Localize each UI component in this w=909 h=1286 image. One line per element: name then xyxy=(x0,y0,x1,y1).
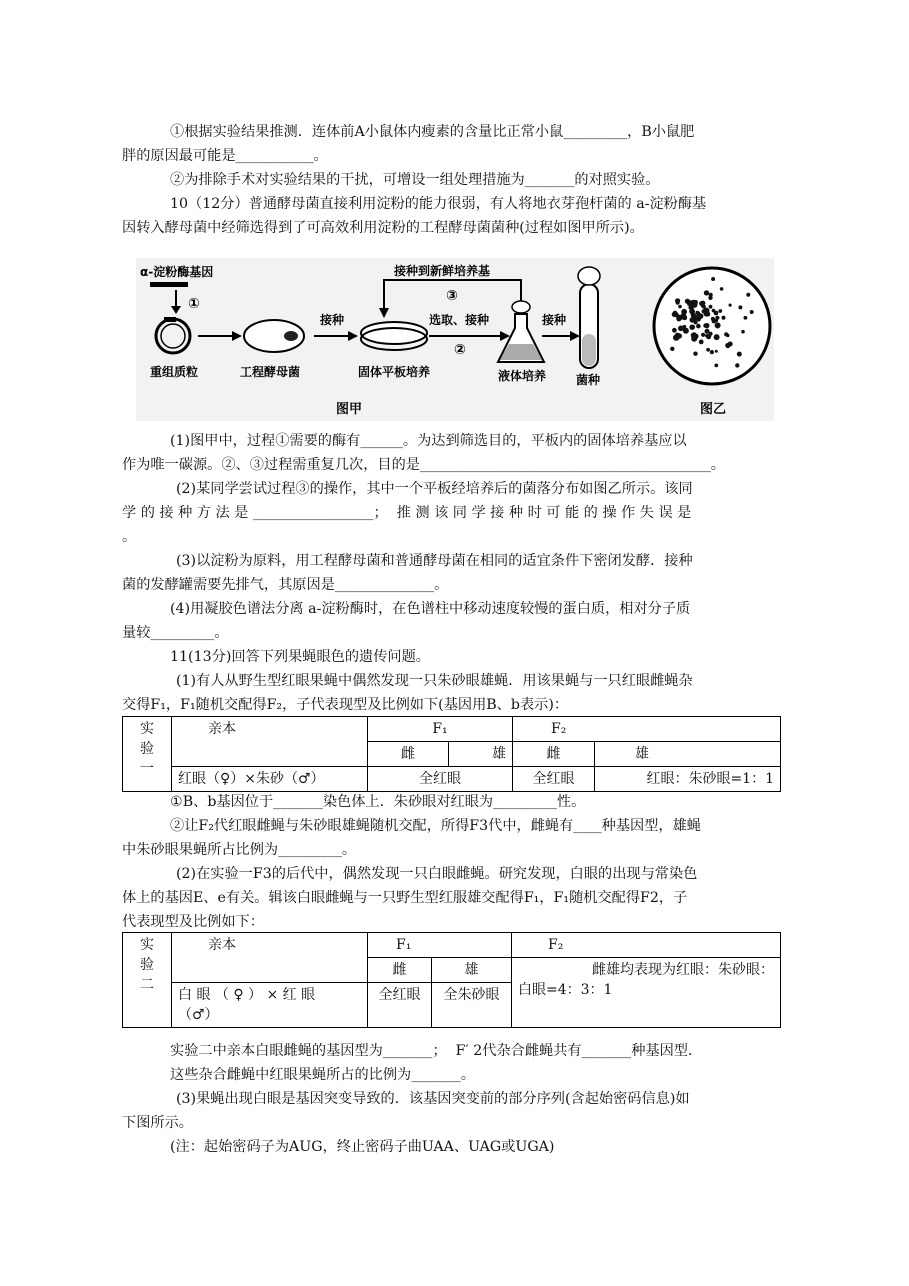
text-line: (1)有人从野生型红眼果蝇中偶然发现一只朱砂眼雄蝇．用该果蝇与一只红眼雌蝇杂 xyxy=(176,673,693,689)
f2-desc-line: 白眼=4：3：1 xyxy=(518,982,613,998)
experiment-figure xyxy=(136,258,774,421)
colony-dot xyxy=(676,301,680,305)
colony-dot xyxy=(718,309,722,313)
colony-dot xyxy=(714,319,718,323)
f1-male-cell: 全朱砂眼 xyxy=(432,983,512,1028)
text-line: 下图所示。 xyxy=(122,1115,193,1131)
colony-dot xyxy=(746,293,750,297)
colony-dot xyxy=(722,316,726,320)
colony-dot xyxy=(744,316,748,320)
colony-dot xyxy=(691,313,696,318)
inoculate-label: 接种 xyxy=(320,313,345,327)
experiment-1-table xyxy=(122,716,781,792)
gene-label: α-淀粉酶基因 xyxy=(140,265,214,279)
colony-dot xyxy=(729,304,732,307)
f1-header: F₁ xyxy=(368,933,512,958)
colony-dot xyxy=(737,352,742,357)
step-1-label: ① xyxy=(188,296,200,312)
parent-cell xyxy=(172,983,368,1028)
text-line: 学 的 接 种 方 法 是 _________________； 推 测 该 同 学 接 种 时 可 能 的 操 作 失 误 是 xyxy=(122,505,692,521)
colony-dot xyxy=(709,293,713,297)
f2-header: F₂ xyxy=(513,717,781,742)
f1-cell: 全红眼 xyxy=(368,767,513,792)
f2-female-cell: 全红眼 xyxy=(513,767,595,792)
text-line: 中朱砂眼果蝇所占比例为_________。 xyxy=(122,842,357,858)
caption-a: 图甲 xyxy=(336,402,363,417)
text-line: 菌的发酵罐需要先排气，其原因是______________。 xyxy=(122,577,449,593)
plate-icon xyxy=(361,322,427,344)
experiment-2-table xyxy=(122,932,781,1028)
colony-dot xyxy=(691,308,694,311)
text-line: ②为排除手术对实验结果的干扰，可增设一组处理措施为_______的对照实验。 xyxy=(170,172,660,188)
plate-label: 固体平板培养 xyxy=(358,365,431,379)
colony-dot xyxy=(726,334,729,337)
colony-dot xyxy=(683,328,689,334)
colony-dot xyxy=(706,348,710,352)
text-line: 代表现型及比例如下： xyxy=(122,914,264,930)
select-inoculate-label: 选取、接种 xyxy=(429,313,490,327)
f2-male-cell: 红眼：朱砂眼=1：1 xyxy=(595,767,781,792)
tube-cotton xyxy=(578,267,600,285)
colony-dot xyxy=(697,316,702,321)
colony-dot xyxy=(735,363,739,367)
text-line: 体上的基因E、e有关。辑该白眼雌蝇与一只野生型红服雄交配得F₁，F₁随机交配得F2，子 xyxy=(122,890,688,906)
colony-dot xyxy=(691,325,696,330)
colony-dot xyxy=(681,309,687,315)
colony-dot xyxy=(715,350,718,353)
colony-dot xyxy=(704,290,709,295)
colony-dot xyxy=(677,333,682,338)
colony-dot xyxy=(716,324,720,328)
colony-dot xyxy=(709,305,713,309)
f1-female-cell: 全红眼 xyxy=(368,983,432,1028)
text-line: (3)果蝇出现白眼是基因突变导致的．该基因突变前的部分序列(含起始密码信息)如 xyxy=(176,1091,690,1107)
colony-dot xyxy=(702,305,706,309)
step-3-label: ③ xyxy=(446,288,458,304)
f2-female-header: 雌 xyxy=(513,742,595,767)
text-line: (注：起始密码子为AUG，终止密码子曲UAA、UAG或UGA) xyxy=(170,1139,555,1155)
colony-dot xyxy=(714,364,718,368)
question-10-heading: 10（12分）普通酵母菌直接利用淀粉的能力很弱，有人将地衣芽孢杆菌的 a-淀粉酶基 xyxy=(170,196,707,212)
parent-cell: 红眼（♀）×朱砂（♂） xyxy=(172,767,368,792)
caption-b: 图乙 xyxy=(700,402,727,417)
exp-label-char: 验 xyxy=(140,957,154,973)
f2-header: F₂ xyxy=(512,933,781,958)
colony-dot xyxy=(703,310,709,316)
colony-dot xyxy=(670,347,674,351)
parent-line: 白 眼 （ ♀ ） × 红 眼 xyxy=(178,987,316,1003)
question-11-heading: 11(13分)回答下列果蝇眼色的遗传问题。 xyxy=(170,649,430,665)
colony-dot xyxy=(691,333,697,339)
flask-cotton xyxy=(512,301,530,313)
colony-dot xyxy=(696,324,701,329)
petri-dish-icon xyxy=(654,268,770,384)
tube-culture xyxy=(582,334,596,366)
colony-dot xyxy=(714,334,720,340)
inoculate-label-2: 接种 xyxy=(542,313,567,327)
colony-dot xyxy=(695,311,699,315)
colony-dot xyxy=(674,312,679,317)
colony-dot xyxy=(685,299,690,304)
f1-female-header: 雌 xyxy=(368,742,449,767)
liquid-label: 液体培养 xyxy=(498,369,547,383)
text-line: 交得F₁，F₁随机交配得F₂，子代表现型及比例如下(基因用B、b表示)： xyxy=(122,697,569,713)
exp-label-cell xyxy=(123,717,172,792)
exp-label-char: 一 xyxy=(140,761,154,777)
parent-header: 亲本 xyxy=(172,933,368,983)
yeast-label: 工程酵母菌 xyxy=(240,365,301,379)
text-line: 作为唯一碳源。②、③过程需重复几次，目的是_________________________________________。 xyxy=(122,457,725,473)
text-line: ②让F₂代红眼雌蝇与朱砂眼雄蝇随机交配，所得F3代中，雌蝇有____种基因型，雄蝇 xyxy=(170,818,701,834)
f2-desc-cell xyxy=(512,958,781,1028)
colony-dot xyxy=(750,310,754,314)
colony-dot xyxy=(738,305,742,309)
colony-dot xyxy=(690,317,696,323)
text-line: 胖的原因最可能是___________。 xyxy=(122,148,328,164)
text-line: (2)某同学尝试过程③的操作，其中一个平板经培养后的菌落分布如图乙所示。该同 xyxy=(176,481,693,497)
text-line: 量较_________。 xyxy=(122,625,229,641)
f1-male-header: 雄 xyxy=(449,742,513,767)
exp-label-char: 实 xyxy=(140,937,154,953)
colony-dot xyxy=(720,287,724,291)
colony-dot xyxy=(711,277,715,281)
text-line: 实验二中亲本白眼雌蝇的基因型为_______； F′ 2代杂合雌蝇共有_______种基因型． xyxy=(170,1043,703,1059)
step-2-label: ② xyxy=(454,342,466,358)
text-line: (2)在实验一F3的后代中，偶然发现一只白眼雌蝇。研究发现，白眼的出现与常染色 xyxy=(176,866,698,882)
colony-dot xyxy=(672,328,677,333)
reinoculate-label: 接种到新鲜培养基 xyxy=(394,264,491,278)
f2-desc-line: 雌雄均表现为红眼：朱砂眼： xyxy=(592,962,774,978)
parent-header: 亲本 xyxy=(172,717,368,767)
text-line: 这些杂合雌蝇中红眼果蝇所占的比例为_______。 xyxy=(170,1067,476,1083)
figure-svg xyxy=(136,258,774,421)
exp-label-char: 实 xyxy=(140,721,154,737)
yeast-nucleus xyxy=(284,331,298,341)
colony-dot xyxy=(693,352,697,356)
exp-label-char: 验 xyxy=(140,741,154,757)
colony-dot xyxy=(699,340,704,345)
f1-male-header: 雄 xyxy=(432,958,512,983)
colony-dot xyxy=(678,305,682,309)
text-line: 因转入酵母菌中经筛选得到了可高效利用淀粉的工程酵母菌菌种(过程如图甲所示)。 xyxy=(122,220,644,236)
colony-dot xyxy=(703,323,707,327)
exp-label-char: 二 xyxy=(140,977,154,993)
text-line: (1)图甲中，过程①需要的酶有______。为达到筛选目的，平板内的固体培养基应以 xyxy=(170,433,687,449)
colony-dot xyxy=(705,329,710,334)
text-line: 。 xyxy=(122,529,137,545)
colony-dot xyxy=(712,309,716,313)
colony-dot xyxy=(725,343,730,348)
colony-dot xyxy=(676,317,681,322)
colony-dot xyxy=(705,334,708,337)
text-line: ①B、b基因位于_______染色体上．朱砂眼对红眼为_________性。 xyxy=(170,794,586,810)
colony-dot xyxy=(678,326,684,332)
text-line: ①根据实验结果推测．连体前A小鼠体内瘦素的含量比正常小鼠_________，B小鼠肥 xyxy=(170,124,695,140)
plasmid-insert xyxy=(164,317,176,322)
colony-dot xyxy=(741,330,745,334)
plasmid-label: 重组质粒 xyxy=(150,365,199,379)
f1-female-header: 雌 xyxy=(368,958,432,983)
colony-dot xyxy=(710,350,714,354)
parent-line: （♂） xyxy=(178,1007,219,1023)
f1-header: F₁ xyxy=(368,717,513,742)
strain-label: 菌种 xyxy=(576,373,601,387)
text-line: (4)用凝胶色谱法分离 a-淀粉酶时，在色谱柱中移动速度较慢的蛋白质，相对分子质 xyxy=(170,601,691,617)
gene-bar xyxy=(150,282,188,287)
exp-label-cell xyxy=(123,933,172,1028)
text-line: (3)以淀粉为原料，用工程酵母菌和普通酵母菌在相同的适宜条件下密闭发酵．接种 xyxy=(176,553,693,569)
colony-dot xyxy=(701,333,705,337)
f2-male-header: 雄 xyxy=(595,742,781,767)
